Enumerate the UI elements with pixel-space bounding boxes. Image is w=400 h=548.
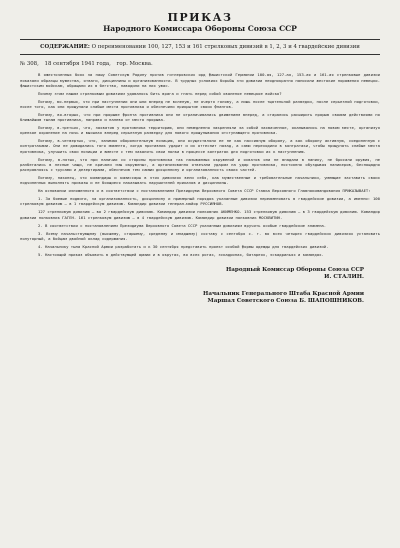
order-body <box>20 72 380 257</box>
subject-line <box>20 44 380 51</box>
paragraph: Потому, во-вторых, что при прорыве фронта противника они не ограничивались движением вперед, а старались расширить прорыв своими действиями по ближайшим тылам противника, направо и налево от места прорыва. <box>20 112 380 123</box>
order-date: 18 сентября 1941 года, <box>44 61 111 68</box>
subject-label: СОДЕРЖАНИЕ: <box>40 44 90 51</box>
order-item: 5. Настоящий приказ объявить в действующей армии и в округах, во всех ротах, эскадронах, батареях, эскадрильях и командах. <box>38 251 324 257</box>
paragraph: В ожесточенных боях за нашу Советскую Родину против гитлеровских орд фашистской Германии 100-ая, 127-ая, 153-ая и 161-ая стрелковые дивизии показали образцы мужества, отваги, дисциплины и организованности. В трудных условиях борьбы эти дивизии неоднократно наносили жестокие поражения немецко-фашистским войскам, обращали их в бегство, наводили на них ужас. <box>20 72 380 88</box>
order-meta <box>20 61 380 67</box>
order-item: 3. Всему начальствующему (высшему, старшему, среднему и младшему) составу с сентября с. г. во всех четырех гвардейских дивизиях установить полуторный, а бойцам двойной оклад содержания. <box>20 230 380 241</box>
document-heading <box>20 12 380 33</box>
order-item: 2. В соответствии с постановлением Президиума Верховного Совета СССР указанным дивизиям вручить особые гвардейские знамена. <box>38 222 327 228</box>
signature-stalin <box>20 267 364 281</box>
bottom-divider <box>20 54 380 55</box>
paragraph: Потому, наконец, что командиры и комиссары в этих дивизиях вели себя, как мужественные и требовательные начальники, умеющие заставить своих подчиненных выполнять приказы и не боящиеся наказывать нарушителей приказов и дисциплины. <box>20 174 380 186</box>
subject-text: О переименовании 100, 127, 153 и 161 стрелковых дивизий в 1, 2, 3 и 4 гвардейские дивизии <box>91 44 360 51</box>
paragraph: Потому, в-четвертых, что, занимая оборонительную позицию, они осуществляли ее не как пассивную оборону, а как оборону активную, соединенную с контратаками. Они не дожидались того момента, когда противник ударит и их оттеснит назад, а сами переходили в контратаки, чтобы прощупать слабые места противника, улучшить свои позиции и вместе с тем закалить свои полки в процессе контратак для подготовки их к наступлению. <box>20 138 380 154</box>
paragraph: Потому, в-пятых, что при наличии со стороны противника так называемых окружений и охватов они не впадали в панику, не бросали оружия, не разбегались в лесные чащи, не кричали «мы окружены», а организованно отвечали ударом на удар противника, постоянно обуздывая паникеров, беспощадно расправляясь с трусами и дезертирами, обеспечив тем самым дисциплину и организованность своих частей. <box>20 156 380 172</box>
order-item: 127 стрелковую дивизию — во 2 гвардейскую дивизию. Командир дивизии полковник АКИМЕНКО. 153 стрелковую дивизию — в 3 гвардейскую дивизию. Командир дивизии полковник ГАГЕН. 161 стрелковую дивизию — в 4 гвардейскую дивизию. Командир дивизии полковник МОСКВИТИН. <box>20 209 380 220</box>
signature-shaposhnikov <box>20 291 364 305</box>
top-divider <box>20 39 380 40</box>
signature-title: Народный Комиссар Обороны Союза ССР <box>226 267 364 274</box>
order-item: 4. Начальнику тыла Красной Армии разработать и к 30 сентября представить проект особой формы одежды для гвардейских дивизий. <box>38 243 329 249</box>
signature-title: Начальник Генерального Штаба Красной Армии <box>203 291 364 298</box>
paragraph: Почему этим нашим стрелковым дивизиям удавалось бить врага и гнать перед собой хваленое немецкое войско? <box>38 90 282 96</box>
order-number: № 308, <box>20 61 39 68</box>
document-subtitle: Народного Комиссара Обороны Союза ССР <box>103 24 297 34</box>
signature-name: И. СТАЛИН. <box>324 274 364 281</box>
order-item: 1. За боевые подвиги, за организованность, дисциплину и примерный порядок указанные дивизии переименовать в гвардейские дивизии, а именно: 100 стрелковую дивизию — в 1 гвардейскую дивизию. Командир дивизии генерал-майор РУССИЯНОВ. <box>20 196 380 207</box>
paragraph: Потому, в-третьих, что, захватив у противника территорию, они немедленно закрепляли за собой захваченное, окапывались на новом месте, организуя крепкое охранение на ночь и высылая вперед серьезную разведку для нового прощупывания отступающего противника. <box>20 125 380 136</box>
paragraph: Потому, во-первых, что при наступлении они шли вперед не вслепую, не очертя голову, а лишь после тщательной разведки, после серьезной подготовки, после того, как они прощупали слабые места противника и обеспечили прикрытие своих флангов. <box>20 98 380 109</box>
document-title: ПРИКАЗ <box>167 11 233 24</box>
paragraph: На основании изложенного и в соответствии с постановлением Президиума Верховного Совета СССР Ставка Верховного Главнокомандования ПРИКАЗЫВАЕТ: <box>38 188 371 194</box>
order-place: гор. Москва. <box>116 61 153 68</box>
signature-name: Маршал Советского Союза Б. ШАПОШНИКОВ. <box>207 298 364 305</box>
